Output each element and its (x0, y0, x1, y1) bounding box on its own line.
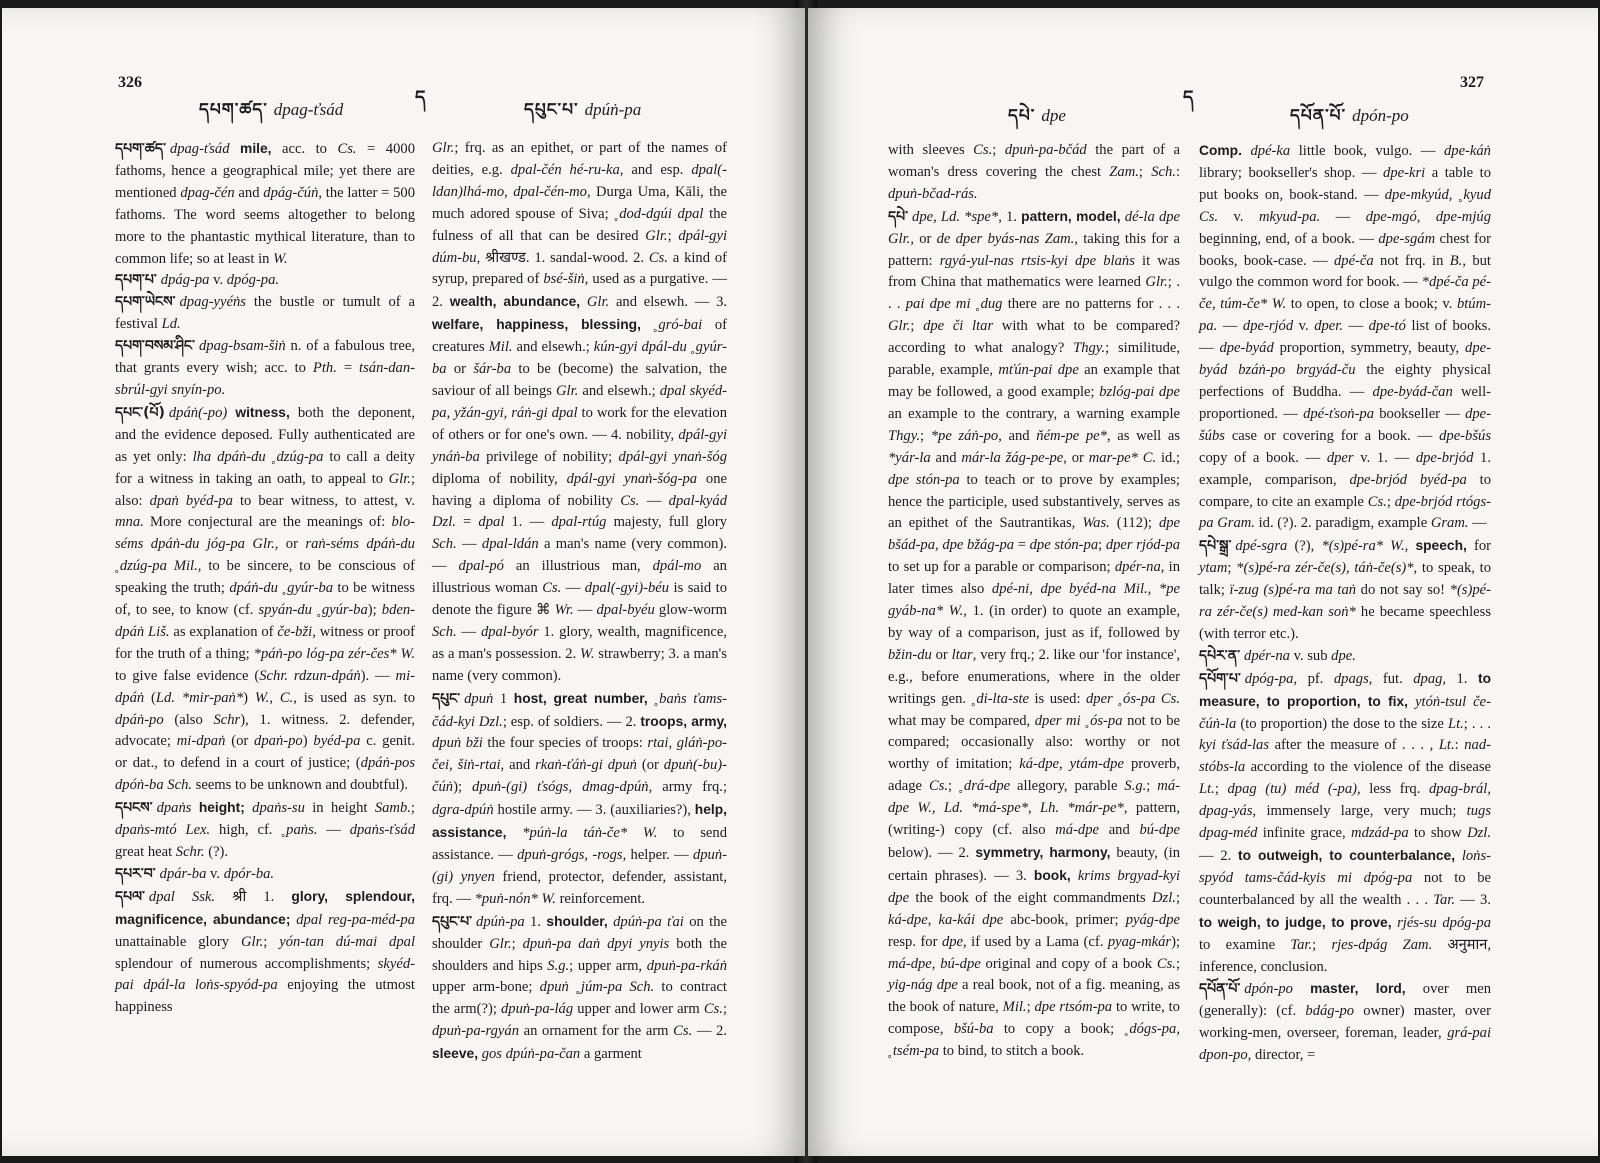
headword-tibetan: དཔར་བ་ (115, 865, 156, 882)
running-head-tibetan: དཔེ་ (1008, 106, 1036, 126)
running-head-tibetan: དཔུང་པ་ (524, 100, 579, 120)
headword-tibetan: དཔག་བསམ་ཤིང་ (115, 338, 195, 355)
entry-text: dpáṅ(-po) witness, both the deponent, and the evidence deposed. Fully authenticated are as yet only: lha dpáṅ-du ˳dzúg-pa to call a deity for a witness in taking an oath, to appeal to Glr.; also: dpaṅ byéd-pa to bear witness, to attest, v. mna. More conjectural are the meanings of: blo-séms dpáṅ-du jóg-pa Glr., or raṅ-séms dpáṅ-du ˳dzúg-pa Mil., to be sincere, to be conscious of speaking the truth; dpáṅ-du ˳gyúr-ba to be witness of, to see, to know (cf. spyán-du ˳gyúr-ba); bden-dpáṅ Liš. as explanation of če-bži, witness or proof for the truth of a thing; *páṅ-po lóg-pa zér-čes* W. to give false evidence (Schr. rdzun-dpáṅ). — mi-dpáṅ (Ld. *mir-paṅ*) W., C., is used as syn. to dpáṅ-po (also Schr), 1. witness. 2. defender, advocate; mi-dpaṅ (or dpaṅ-po) byéd-pa c. genit. or dat., to defend in a court of justice; (dpáṅ-pos dpóṅ-ba Sch. seems to be unknown and doubtful). (115, 404, 415, 794)
headword-tibetan: དཔག་ཡེངས་ (115, 294, 176, 311)
headword-tibetan: དཔག་པ་ (115, 272, 157, 289)
dictionary-entry (1199, 646, 1491, 668)
running-head-left (199, 90, 343, 138)
running-head-right (1290, 96, 1409, 144)
section-letter: ད (415, 87, 426, 108)
dictionary-entry (115, 864, 415, 886)
entry-text: Comp. dpé-ka little book, vulgo. — dpe-káṅ library; bookseller's shop. — dpe-kri a table to put books on, book-stand. — dpe-mkyúd, ˳kyud Cs. v. mkyud-pa. — dpe-mgó, dpe-mjúg beginning, end, of a book. — dpe-sgám chest for books, book-case. — dpé-ča not frq. in B., but vulgo the common word for book. — *dpé-ča pé-če, túm-če* W. to open, to close a book; v. btúm-pa. — dpe-rjód v. dper. — dpe-tó list of books. — dpe-byád proportion, symmetry, beauty, dpe-byád bzáṅ-po brgyád-ču the eighty physical perfections of Buddha. — dpe-byád-čan well-proportioned. — dpé-ťsoṅ-pa bookseller — dpe-šúbs case or covering for a book. — dpe-bšús copy of a book. — dper v. 1. — dpe-brjód 1. example, comparison, dpe-brjód byéd-pa to compare, to cite an example Cs.; dpe-brjód rtógs-pa Gram. id. (?). 2. paradigm, example Gram. — (1199, 143, 1492, 532)
headword-tibetan: དཔུང་ (432, 690, 461, 707)
page-number: 327 (1460, 74, 1484, 91)
entry-column (1199, 140, 1491, 1067)
entry-text: Glr.; frq. as an epithet, or part of the names of deities, e.g. dpal-čén hé-ru-ka, and esp. dpal(-ldan)lhá-mo, dpal-čén-mo, Durga Uma, Kāli, the much adored spouse of Siva; ˳dod-dgúi dpal the fulness of all that can be desired Glr.; dpál-gyi dúm-bu, श्रीखण्ड. 1. sandal-wood. 2. Cs. a kind of syrup, prepared of bsé-šiṅ, used as a purgative. — 2. wealth, abundance, Glr. and elsewh. — 3. welfare, happiness, blessing, ˳gró-bai of creatures Mil. and elsewh.; kún-gyi dpál-du ˳gyúr-ba or šár-ba to be (become) the salvation, the saviour of all beings Glr. and elsewh.; dpal skyéd-pa, yžán-gyi, ráṅ-gi dpal to work for the elevation of others or for one's own. — 4. nobility, dpál-gyi ynáṅ-ba privilege of nobility; dpál-gyi ynaṅ-šóg diploma of nobility, dpál-gyi ynaṅ-šóg-pa one having a diploma of nobility Cs. — dpal-kyád Dzl. = dpal 1. — dpal-rtúg majesty, full glory Sch. — dpal-ldán a man's name (very common). — dpal-pó an illustrious man, dpál-mo an illustrious woman Cs. — dpal(-gyi)-béu is said to denote the figure ⌘ Wr. — dpal-byéu glow-worm Sch. — dpal-byór 1. glory, wealth, magnificence, as a man's possession. 2. W. strawberry; 3. a man's name (very common). (432, 140, 728, 684)
dictionary-entry (115, 138, 415, 270)
dictionary-entry (888, 140, 1180, 206)
entry-text: with sleeves Cs.; dpuṅ-pa-bčád the part of a woman's dress covering the chest Zam.; Sch.: dpuṅ-bčad-rás. (888, 142, 1181, 202)
running-head-left (1008, 96, 1066, 144)
section-letter: ད (1183, 87, 1194, 108)
dictionary-entry (115, 402, 415, 797)
dictionary-entry (432, 688, 727, 911)
entry-text: dpag-bsam-šiṅ n. of a fabulous tree, that grants every wish; acc. to Pth. = tsán-dan-sbrúl-gyi snyín-po. (115, 338, 415, 398)
entry-text: dpé-sgra (?), *(s)pé-ra* W., speech, for ytam; *(s)pé-ra zér-če(s), táṅ-če(s)*, to speak, to talk; ï-zug (s)pé-ra ma taṅ do not say so! *(s)pé-ra zér-če(s) med-kan soṅ* he became speechless (with terror etc.). (1199, 538, 1491, 642)
headword-tibetan: དཔང་(པོ) (115, 404, 165, 421)
entry-text: dpag-ťsád mile, acc. to Cs. = 4000 fathoms, hence a geographical mile; yet there are mentioned dpag-čén and dpág-čúṅ, the latter = 500 fathoms. The word seems altogether to belong more to the phantastic mythical literature, than to common life; so at least in W. (115, 141, 415, 267)
dictionary-entry (115, 292, 415, 336)
dictionary-entry (888, 206, 1180, 1063)
running-head-roman: dpúṅ-pa (584, 100, 642, 119)
headword-tibetan: དཔེ་ (888, 208, 909, 225)
left-page (2, 8, 805, 1156)
entry-text: dpón-po master, lord, over men (generally): (cf. bdág-po owner) master, over working-men, overseer, foreman, leader, grá-pai dpon-po, director, = (1199, 981, 1491, 1064)
dictionary-entry (432, 911, 727, 1066)
entry-text: dpaṅs height; dpaṅs-su in height Samb.; dpaṅs-mtó Lex. high, cf. ˳paṅs. — dpaṅs-ťsád great heat Schr. (?). (115, 800, 415, 860)
entry-text: dpár-ba v. dpór-ba. (159, 865, 275, 882)
running-head-roman: dpe (1041, 106, 1066, 125)
dictionary-entry (115, 336, 415, 402)
running-head-roman: dpón-po (1352, 106, 1409, 125)
running-head-tibetan: དཔོན་པོ་ (1290, 106, 1347, 126)
entry-text: dpag-yyéṅs the bustle or tumult of a festival Ld. (115, 294, 415, 333)
headword-tibetan: དཔོན་པོ་ (1199, 981, 1241, 998)
headword-tibetan: དཔོག་པ་ (1199, 670, 1241, 687)
headword-tibetan: དཔུང་པ་ (432, 913, 473, 930)
right-page (808, 8, 1598, 1156)
entry-column (115, 138, 415, 1019)
entry-text: dpúṅ-pa 1. shoulder, dpúṅ-pa ťai on the shoulder Glr.; dpuṅ-pa daṅ dpyi ynyis both the shoulders and hips S.g.; upper arm, dpuṅ-pa-rkáṅ upper arm-bone; dpuṅ ˳júm-pa Sch. to contract the arm(?); dpuṅ-pa-lág upper and lower arm Cs.; dpuṅ-pa-rgyán an ornament for the arm Cs. — 2. sleeve, gos dpúṅ-pa-čan a garment (432, 913, 727, 1063)
entry-text: dpal Ssk. श्री 1. glory, splendour, magnificence, abundance; dpal reg-pa-méd-pa unattainable glory Glr.; yón-tan dú-mai dpal splendour of numerous accomplishments; skyéd-pai dpál-la loṅs-spyód-pa enjoying the utmost happiness (115, 888, 416, 1016)
entry-text: dpe, Ld. *spe*, 1. pattern, model, dé-la dpe Glr., or de dper byás-nas Zam., taking this for a pattern: rgyá-yul-nas rtsis-kyi dpe blaṅs it was from China that mathematics were learned Glr.; . . . pai dpe mi ˳dug there are no patterns for . . . Glr.; dpe či ltar with what to be compared? according to what analogy? Thgy.; similitude, parable, example, mťún-pai dpe an example that may be followed, a good example; bzlóg-pai dpe an example to the contrary, a warning example Thgy.; *pe záṅ-po, and ňém-pe pe*, as well as *yár-la and már-la žág-pe-pe, or mar-pe* C. id.; dpe stón-pa to teach or to prove by examples; hence the participle, used substantively, serves as an epithet of the Sautrantikas, Was. (112); dpe bšád-pa, dpe bžág-pa = dpe stón-pa; dper rjód-pa to set up for a parable or comparison; dpér-na, in later times also dpé-ni, dpe byéd-na Mil., *pe gyáb-na* W., 1. (in order) to quote an example, by way of a comparison, just as if, followed by bžin-du or ltar, very frq.; 2. like our 'for instance', e.g., before enumerations, where in the older writings gen. ˳di-lta-ste is used: dper ˳ós-pa Cs. what may be compared, dper mi ˳ós-pa not to be compared; occasionally also: worthy or not worthy of imitation; ká-dpe, ytám-dpe proverb, adage Cs.; ˳drá-dpe allegory, parable S.g.; má-dpe W., Ld. *má-spe*, Lh. *már-pe*, pattern, (writing-) copy (cf. also má-dpe and bú-dpe below). — 2. symmetry, harmony, beauty, (in certain phrases). — 3. book, krims brgyad-kyi dpe the book of the eight commandments Dzl.; ká-dpe, ka-kái dpe abc-book, primer; pyág-dpe resp. for dpe, if used by a Lama (cf. pyag-mkár); má-dpe, bú-dpe original and copy of a book Cs.; yig-nág dpe a real book, not of a fig. meaning, as the book of nature, Mil.; dpe rtsóm-pa to write, to compose, bšú-ba to copy a book; ˳dógs-pa, ˳tsém-pa to bind, to stitch a book. (888, 208, 1181, 1060)
running-head-tibetan: དཔག་ཚད་ (199, 100, 268, 120)
entry-text: dpóg-pa, pf. dpags, fut. dpag, 1. to measure, to proportion, to fix, ytóṅ-tsul če-čúṅ-la (to proportion) the dose to the size Lt.; . . . kyi ťsád-las after the measure of . . . , Lt.: nad-stóbs-la according to the violence of the disease Lt.; dpag (tu) méd (-pa), less frq. dpag-brál, dpag-yás, immensely large, very much; tugs dpag-méd infinite grace, mdzád-pa to show Dzl. — 2. to outweigh, to counterbalance, loṅs-spyód tams-čád-kyis mi dpóg-pa not to be counterbalanced by all the wealth . . . Tar. — 3. to weigh, to judge, to prove, rjés-su dpóg-pa to examine Tar.; rjes-dpág Zam. अनुमान, inference, conclusion. (1199, 670, 1492, 975)
dictionary-entry (432, 138, 727, 688)
headword-tibetan: དཔེར་ན་ (1199, 647, 1241, 664)
dictionary-entry (1199, 140, 1491, 535)
entry-text: dpér-na v. sub dpe. (1244, 647, 1356, 664)
entry-column (432, 138, 727, 1066)
running-head-right (524, 90, 641, 138)
page-number: 326 (118, 74, 142, 91)
headword-tibetan: དཔག་ཚད་ (115, 141, 166, 157)
dictionary-entry (115, 886, 415, 1019)
dictionary-entry (1199, 535, 1491, 646)
entry-column (888, 140, 1180, 1063)
dictionary-entry (115, 797, 415, 864)
dictionary-entry (1199, 668, 1491, 979)
dictionary-entry (115, 270, 415, 292)
entry-text: dpág-pa v. dpóg-pa. (160, 272, 280, 289)
headword-tibetan: དཔལ་ (115, 888, 145, 905)
dictionary-entry (1199, 978, 1491, 1067)
running-head-roman: dpag-ťsád (273, 100, 344, 119)
entry-text: dpuṅ 1 host, great number, ˳baṅs ťams-čád-kyi Dzl.; esp. of soldiers. — 2. troops, army, dpuṅ bži the four species of troops: rtai, gláṅ-po-čei, šiṅ-rtai, and rkaṅ-ťáṅ-gi dpuṅ (or dpuṅ(-bu)-čúṅ); dpuṅ-(gi) ťsógs, dmag-dpúṅ, army frq.; dgra-dpúṅ hostile army. — 3. (auxiliaries?), help, assistance, *púṅ-la táṅ-če* W. to send assistance. — dpuṅ-grógs, -rogs, helper. — dpuṅ-(gi) ynyen friend, protector, defender, assistant, frq. — *puṅ-nón* W. reinforcement. (432, 690, 728, 907)
headword-tibetan: དཔངས་ (115, 800, 153, 817)
headword-tibetan: དཔེ་སྒྲ་ (1199, 538, 1232, 555)
